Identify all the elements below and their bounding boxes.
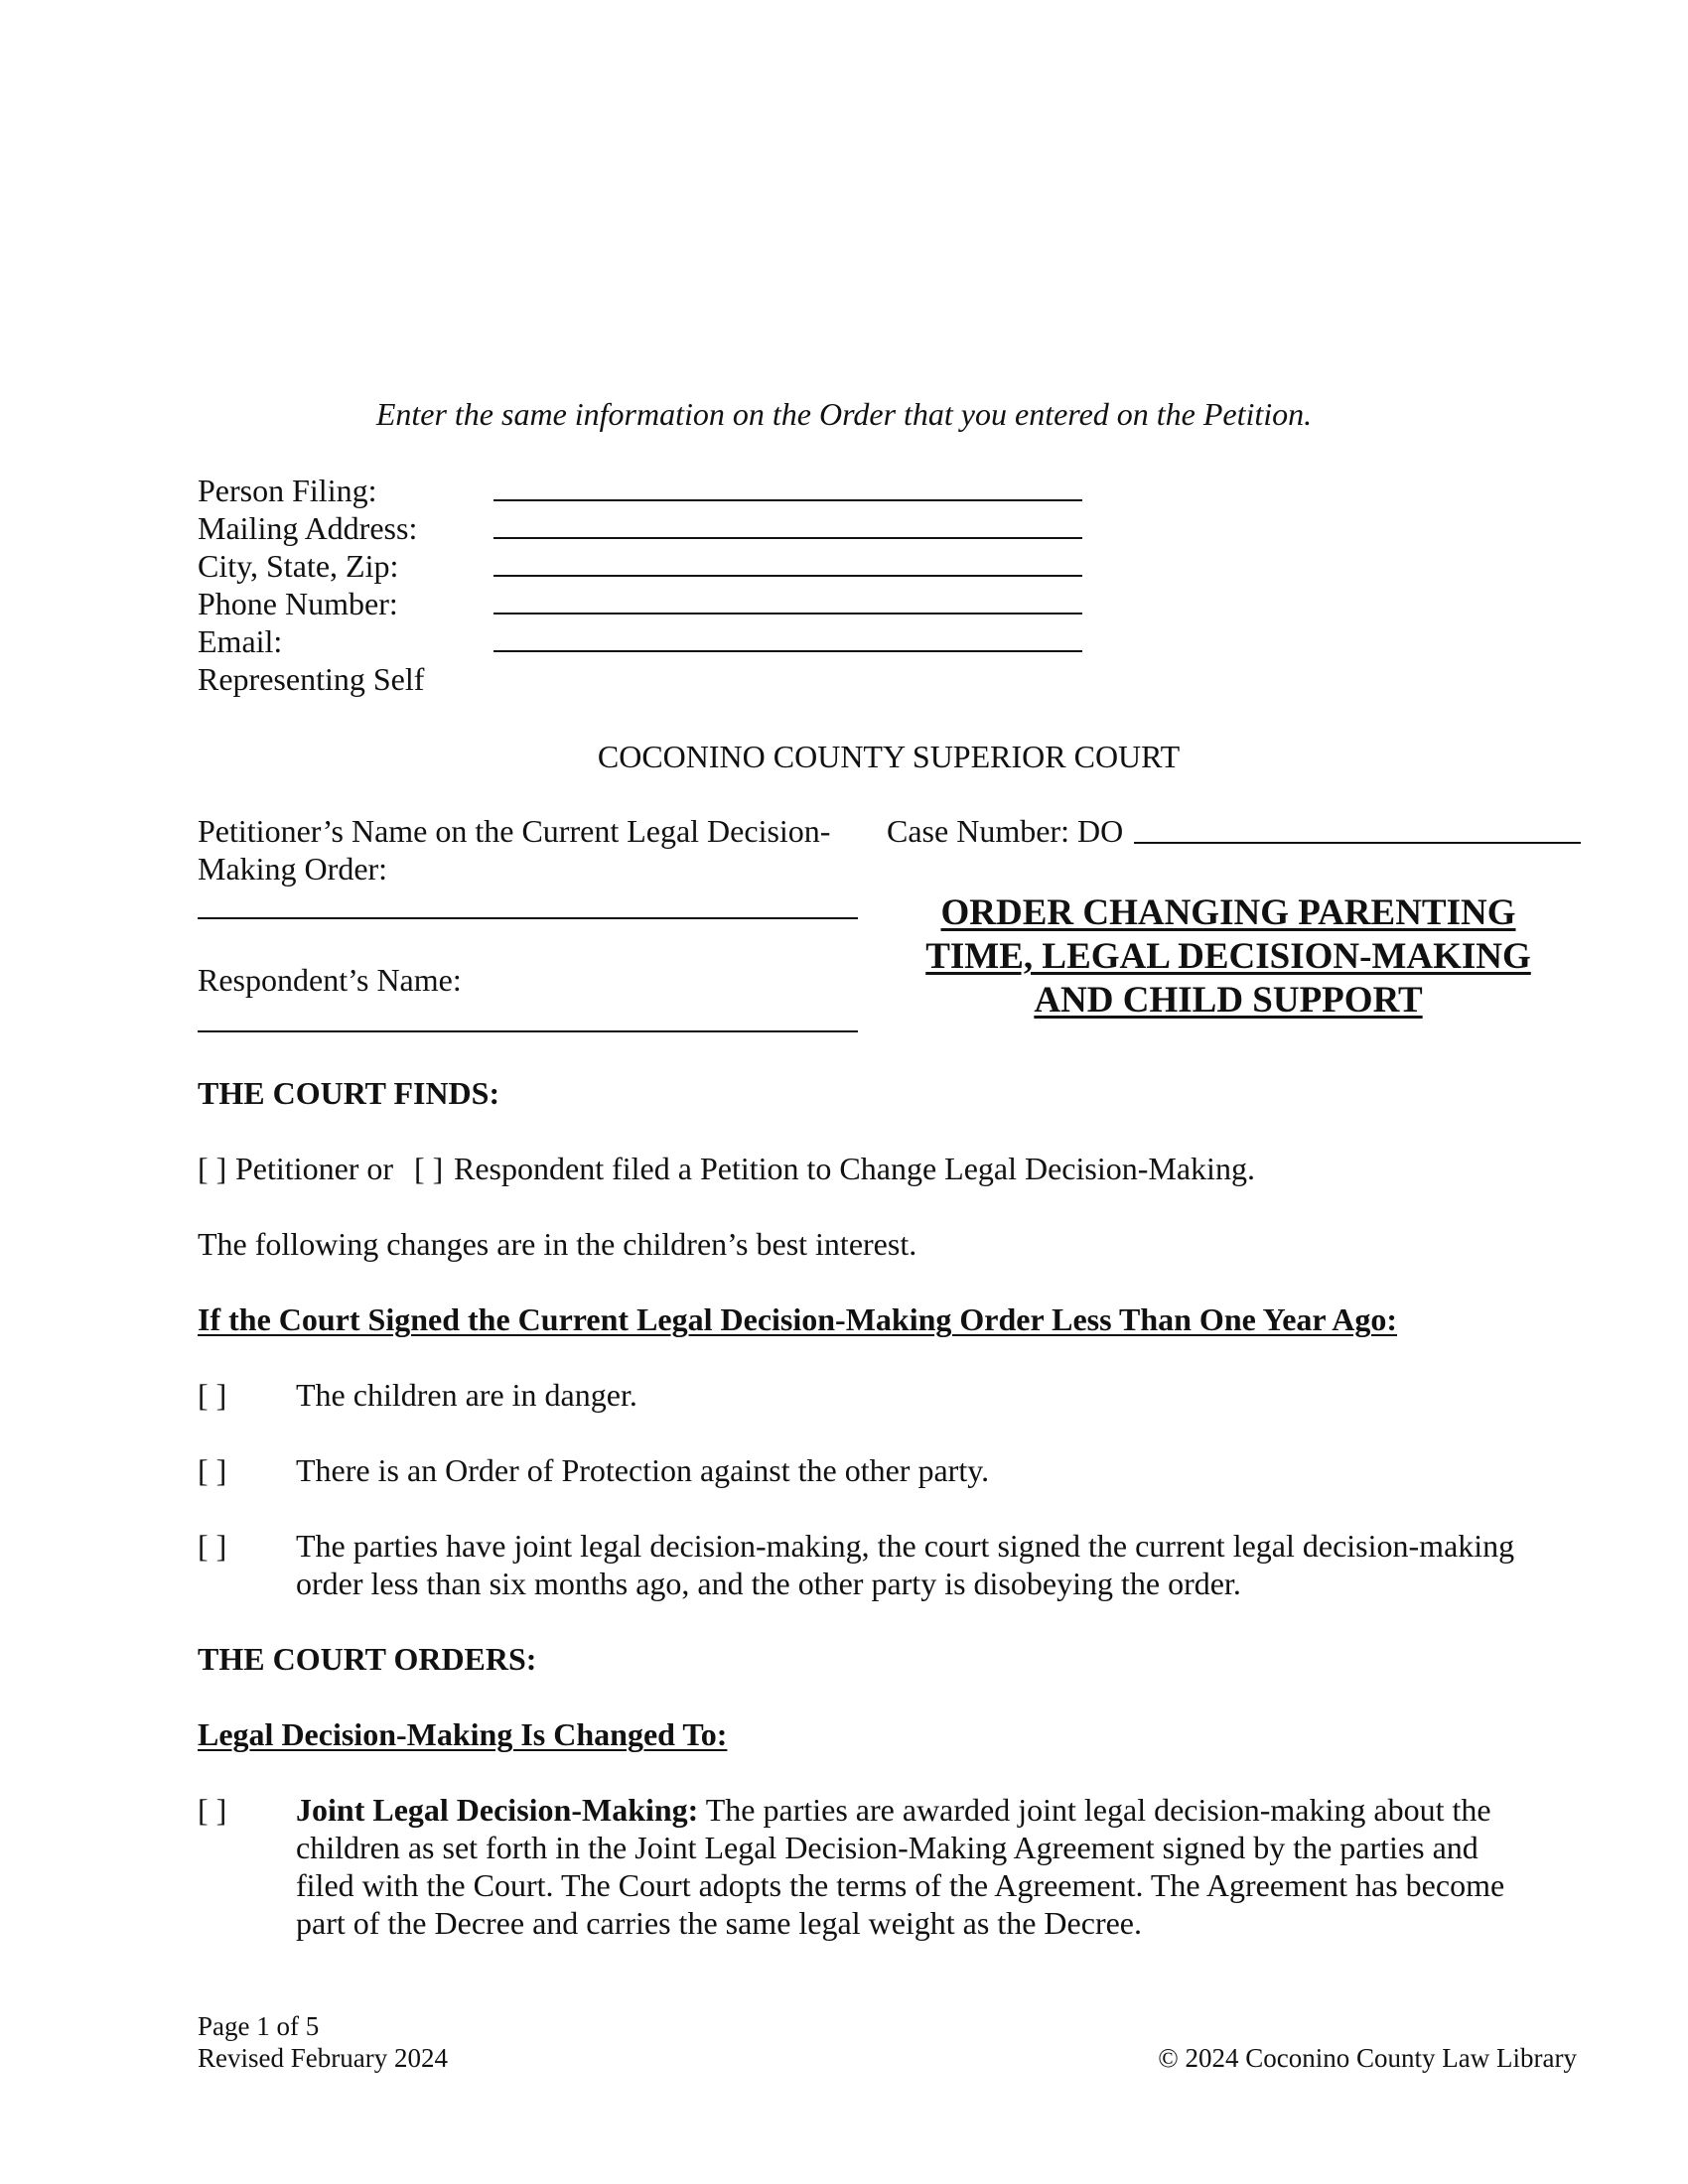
petitioner-label-line1: Petitioner’s Name on the Current Legal Decision- <box>198 813 831 849</box>
title-line-1: ORDER CHANGING PARENTING <box>940 892 1516 933</box>
court-orders-heading: THE COURT ORDERS: <box>198 1641 537 1677</box>
court-finds-heading: THE COURT FINDS: <box>198 1075 500 1111</box>
danger-text: The children are in danger. <box>296 1377 637 1413</box>
disobeying-order-text-line2: order less than six months ago, and the other party is disobeying the order. <box>296 1566 1241 1601</box>
mailing-address-label: Mailing Address: <box>198 510 418 546</box>
city-state-zip-field[interactable] <box>493 575 1082 577</box>
joint-decision-making-checkbox[interactable]: [ ] <box>198 1792 227 1828</box>
mailing-address-field[interactable] <box>493 537 1082 539</box>
legal-decision-making-subheading: Legal Decision-Making Is Changed To: <box>198 1716 728 1752</box>
phone-number-field[interactable] <box>493 613 1082 614</box>
order-of-protection-text: There is an Order of Protection against the other party. <box>296 1452 990 1488</box>
title-line-3: AND CHILD SUPPORT <box>1034 980 1423 1021</box>
email-label: Email: <box>198 623 283 659</box>
document-title <box>896 891 1561 1023</box>
joint-decision-making-line1 <box>296 1791 1491 1829</box>
danger-checkbox[interactable]: [ ] <box>198 1377 227 1413</box>
joint-decision-making-label: Joint Legal Decision-Making: <box>296 1792 699 1828</box>
order-of-protection-checkbox[interactable]: [ ] <box>198 1452 227 1488</box>
city-state-zip-label: City, State, Zip: <box>198 548 399 584</box>
court-name: COCONINO COUNTY SUPERIOR COURT <box>597 739 1181 774</box>
disobeying-order-checkbox[interactable]: [ ] <box>198 1528 227 1564</box>
respondent-option-label: Respondent filed a Petition to Change Legal Decision-Making. <box>454 1151 1255 1186</box>
email-field[interactable] <box>493 650 1082 652</box>
header-instruction: Enter the same information on the Order that you entered on the Petition. <box>375 396 1313 432</box>
case-number-field[interactable] <box>1134 842 1581 844</box>
person-filing-field[interactable] <box>493 499 1082 501</box>
best-interest-statement: The following changes are in the children’s best interest. <box>198 1226 917 1262</box>
representing-self-label: Representing Self <box>198 661 425 697</box>
respondent-checkbox[interactable]: [ ] <box>414 1151 444 1186</box>
petitioner-checkbox[interactable]: [ ] <box>198 1151 227 1186</box>
joint-decision-making-line2: children as set forth in the Joint Legal Decision-Making Agreement signed by the parties and <box>296 1830 1478 1865</box>
joint-decision-making-line4: part of the Decree and carries the same legal weight as the Decree. <box>296 1905 1142 1941</box>
title-line-2: TIME, LEGAL DECISION-MAKING <box>925 936 1531 977</box>
joint-decision-making-line1-text: The parties are awarded joint legal decision-making about the <box>698 1792 1491 1828</box>
revision-date: Revised February 2024 <box>198 2043 448 2073</box>
page-number: Page 1 of 5 <box>198 2011 320 2041</box>
disobeying-order-text-line1: The parties have joint legal decision-making, the court signed the current legal decision-making <box>296 1528 1515 1564</box>
copyright-notice: © 2024 Coconino County Law Library <box>1158 2043 1577 2073</box>
petitioner-name-field[interactable] <box>198 917 858 919</box>
joint-decision-making-line3: filed with the Court. The Court adopts the terms of the Agreement. The Agreement has become <box>296 1867 1505 1903</box>
person-filing-label: Person Filing: <box>198 473 377 508</box>
respondent-label: Respondent’s Name: <box>198 962 462 998</box>
phone-number-label: Phone Number: <box>198 586 398 621</box>
less-than-one-year-subheading: If the Court Signed the Current Legal Decision-Making Order Less Than One Year Ago: <box>198 1301 1398 1337</box>
petitioner-label-line2: Making Order: <box>198 851 388 887</box>
respondent-name-field[interactable] <box>198 1030 858 1032</box>
case-number-label: Case Number: DO <box>887 813 1124 849</box>
petitioner-option-label: Petitioner or <box>235 1151 394 1186</box>
